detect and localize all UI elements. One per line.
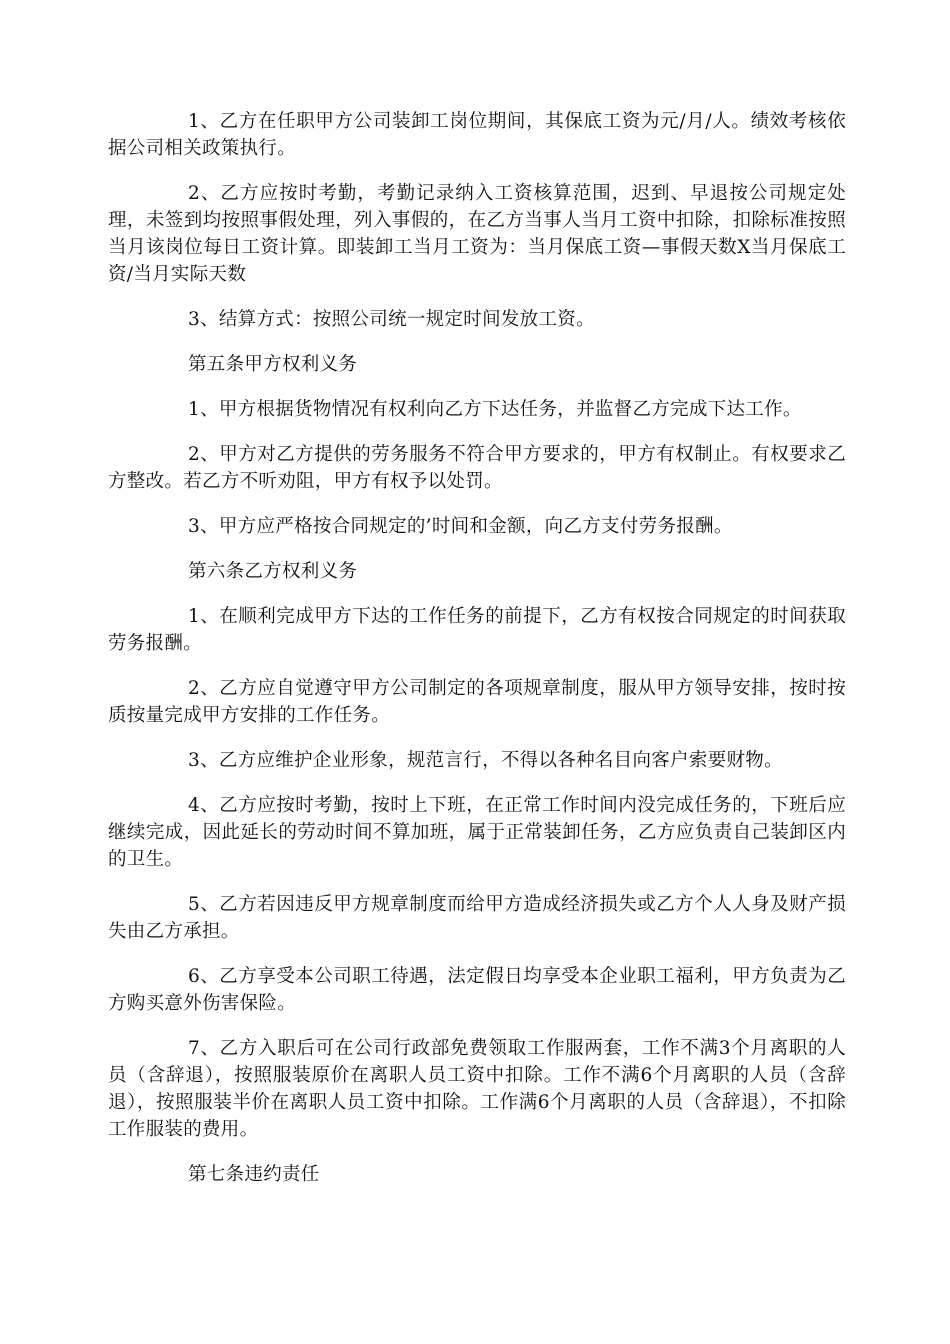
article-6-heading: 第六条乙方权利义务 — [188, 561, 358, 582]
clause-salary-base: 1、乙方在任职甲方公司装卸工岗位期间，其保底工资为元/月/人。绩效考核依据公司相关政策执行。 — [108, 111, 846, 159]
article-6-item-7: 7、乙方入职后可在公司行政部免费领取工作服两套，工作不满3个月离职的人员（含辞退），按照服装原价在离职人员工资中扣除。工作不满6个月离职的人员（含辞退），按照服装半价在离职人员工资中扣除。工作满6个月离职的人员（含辞退），不扣除工作服装的费用。 — [108, 1038, 846, 1140]
document-page — [108, 108, 846, 1206]
article-6-item-3: 3、乙方应维护企业形象，规范言行，不得以各种名目向客户索要财物。 — [188, 750, 783, 771]
article-6-item-2: 2、乙方应自觉遵守甲方公司制定的各项规章制度，服从甲方领导安排，按时按质按量完成甲方安排的工作任务。 — [108, 678, 846, 726]
article-6-item-1: 1、在顺利完成甲方下达的工作任务的前提下，乙方有权按合同规定的时间获取劳务报酬。 — [108, 606, 846, 654]
clause-settlement: 3、结算方式：按照公司统一规定时间发放工资。 — [188, 309, 595, 330]
article-6-item-5: 5、乙方若因违反甲方规章制度而给甲方造成经济损失或乙方个人人身及财产损失由乙方承担。 — [108, 894, 846, 942]
article-5-item-3: 3、甲方应严格按合同规定的’时间和金额，向乙方支付劳务报酬。 — [188, 516, 733, 537]
article-5-heading: 第五条甲方权利义务 — [188, 354, 358, 375]
article-5-item-1: 1、甲方根据货物情况有权利向乙方下达任务，并监督乙方完成下达工作。 — [188, 399, 802, 420]
article-5-item-2: 2、甲方对乙方提供的劳务服务不符合甲方要求的，甲方有权制止。有权要求乙方整改。若乙方不听劝阻，甲方有权予以处罚。 — [108, 444, 846, 492]
article-6-item-4: 4、乙方应按时考勤，按时上下班，在正常工作时间内没完成任务的，下班后应继续完成，因此延长的劳动时间不算加班，属于正常装卸任务，乙方应负责自己装卸区内的卫生。 — [108, 795, 846, 870]
article-6-item-6: 6、乙方享受本公司职工待遇，法定假日均享受本企业职工福利，甲方负责为乙方购买意外伤害保险。 — [108, 966, 846, 1014]
article-7-heading: 第七条违约责任 — [188, 1164, 320, 1185]
clause-attendance: 2、乙方应按时考勤，考勤记录纳入工资核算范围，迟到、早退按公司规定处理，未签到均按照事假处理，列入事假的，在乙方当事人当月工资中扣除，扣除标准按照当月该岗位每日工资计算。即装卸工当月工资为：当月保底工资—事假天数X当月保底工资/当月实际天数 — [108, 183, 846, 285]
